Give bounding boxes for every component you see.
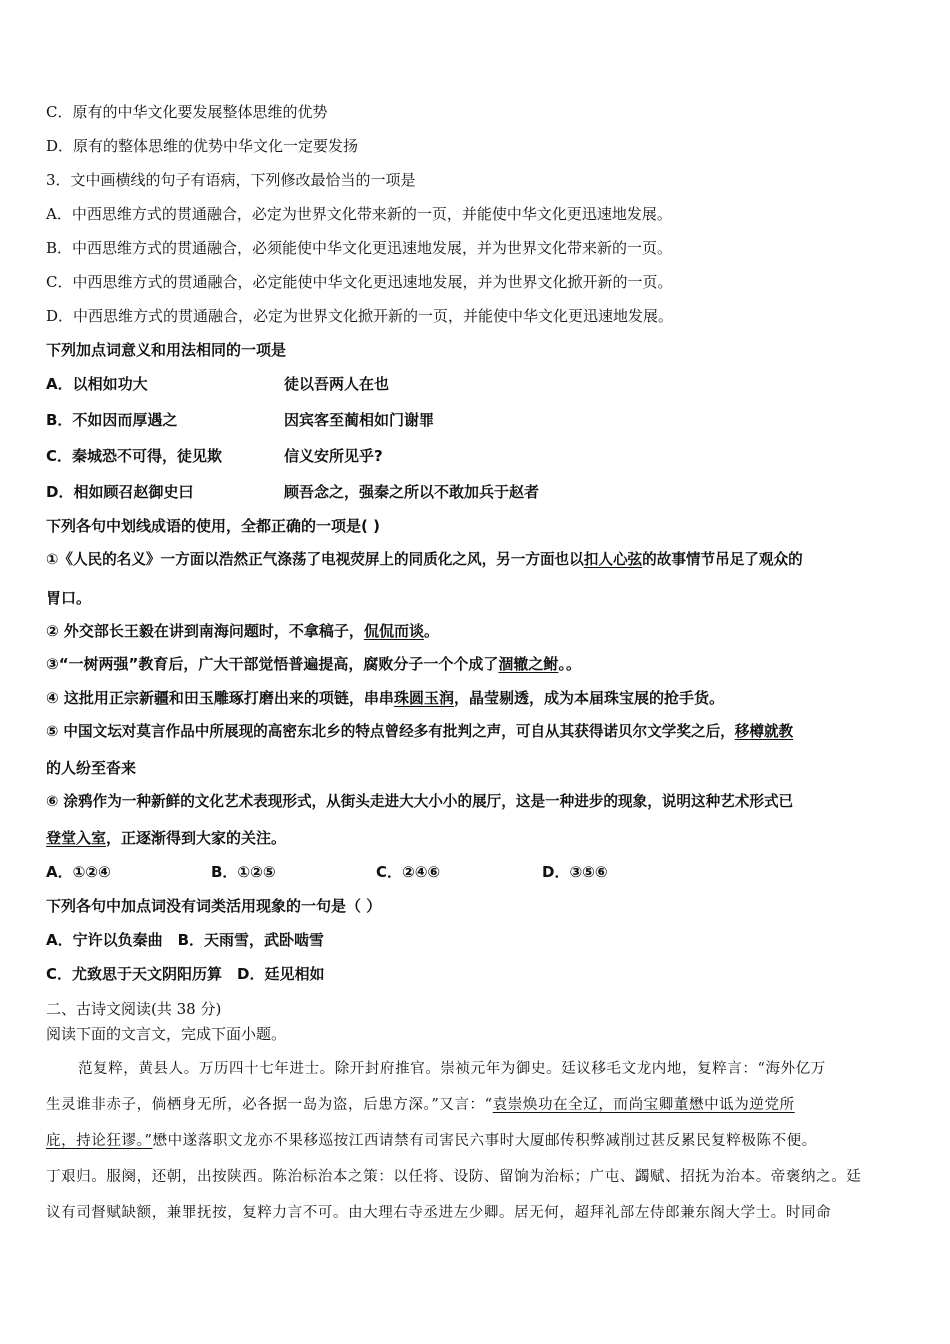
q4-stem: 下列加点词意义和用法相同的一项是 xyxy=(46,341,287,359)
classical-passage xyxy=(46,1051,906,1231)
passage-line-2 xyxy=(46,1087,906,1123)
q5-s3-text: ③“一树两强”教育后，广大干部觉悟普遍提高，腐败分子一个个成了 xyxy=(46,655,499,673)
passage-line-1: 范复粹，黄县人。万历四十七年进士。除开封府推官。崇祯元年为御史。廷议移毛文龙内地，复粹言：“海外亿万 xyxy=(78,1061,826,1077)
q2-option-d: D．原有的整体思维的优势中华文化一定要发扬 xyxy=(46,137,359,155)
q5-s4-text: ④ 这批用正宗新疆和田玉雕琢打磨出来的项链，串串 xyxy=(46,689,394,707)
reading-instruction: 阅读下面的文言文，完成下面小题。 xyxy=(46,1025,287,1043)
q5-options xyxy=(46,862,608,882)
q4-option-a-right: 徒以吾两人在也 xyxy=(284,375,390,393)
q5-s1-text: ①《人民的名义》一方面以浩然正气涤荡了电视荧屏上的同质化之风，另一方面也以 xyxy=(46,551,584,568)
q5-option-c: C．②④⑥ xyxy=(376,863,441,881)
q4-option-d-right: 顾吾念之，强秦之所以不敢加兵于赵者 xyxy=(284,483,540,501)
q5-s5-text: ⑤ 中国文坛对莫言作品中所展现的高密东北乡的特点曾经多有批判之声，可自从其获得诺贝尔文学奖之后， xyxy=(46,723,735,740)
q6-options-ab: A．宁许以负秦曲 B．天雨雪，武卧啮雪 xyxy=(46,931,325,949)
q4-option-d xyxy=(46,482,540,502)
q4-option-c-left: C．秦城恐不可得，徒见欺 xyxy=(46,447,223,465)
q6-options-cd: C．尤致思于天文阴阳历算 D．廷见相如 xyxy=(46,965,325,983)
q3-option-c: C．中西思维方式的贯通融合，必定能使中华文化更迅速地发展，并为世界文化掀开新的一页。 xyxy=(46,273,673,291)
q5-s2-text-end: 。 xyxy=(423,622,439,640)
q5-s1-continuation: 胃口。 xyxy=(46,589,92,607)
q3-stem: 3．文中画横线的句子有语病，下列修改最恰当的一项是 xyxy=(46,171,416,189)
section-title: 二、古诗文阅读(共 38 分) xyxy=(46,1000,222,1018)
q5-sentence-4 xyxy=(46,688,724,708)
q5-stem: 下列各句中划线成语的使用，全都正确的一项是( ) xyxy=(46,517,380,535)
q5-s1-idiom: 扣人心弦 xyxy=(583,551,643,568)
q5-s5-idiom: 移樽就教 xyxy=(734,723,794,740)
q4-option-b-left: B．不如因而厚遇之 xyxy=(46,411,178,429)
passage-line-2-text: 生灵谁非赤子，倘栖身无所，必各据一岛为盗，后患方深。”又言：“ xyxy=(46,1097,493,1113)
q4-option-b-right: 因宾客至蔺相如门谢罪 xyxy=(284,411,435,429)
q5-s6-continuation xyxy=(46,828,286,848)
q5-s4-text-end: ，晶莹剔透，成为本届珠宝展的抢手货。 xyxy=(453,689,724,707)
q5-s6-text-end: ，正逐渐得到大家的关注。 xyxy=(106,829,287,847)
q5-sentence-3 xyxy=(46,654,581,674)
q5-s6-idiom: 登堂入室 xyxy=(46,829,107,847)
q5-sentence-6: ⑥ 涂鸦作为一种新鲜的文化艺术表现形式，从街头走进大大小小的展厅，这是一种进步的现象，说明这种艺术形式已 xyxy=(46,793,794,810)
q4-option-a-left: A．以相如功大 xyxy=(46,375,148,393)
q5-sentence-5 xyxy=(46,722,793,742)
q4-option-c-right: 信义安所见乎? xyxy=(284,447,383,465)
q5-s4-idiom: 珠圆玉润 xyxy=(393,689,454,707)
passage-line-4: 丁艰归。服阕，还朝，出按陕西。陈治标治本之策：以任将、设防、留饷为治标；广屯、蠲赋、招抚为治本。帝褒纳之。廷 xyxy=(46,1169,862,1185)
q5-s2-text: ② 外交部长王毅在讲到南海问题时，不拿稿子， xyxy=(46,622,364,640)
q4-option-b xyxy=(46,410,435,430)
passage-line-3 xyxy=(46,1123,906,1159)
q5-option-a: A．①②④ xyxy=(46,863,111,881)
q5-option-d: D．③⑤⑥ xyxy=(542,863,608,881)
passage-line-5: 议有司督赋缺额，兼罪抚按，复粹力言不可。由大理右寺丞进左少卿。居无何，超拜礼部左侍郎兼东阁大学士。时同命 xyxy=(46,1205,832,1221)
q5-s3-idiom: 涸辙之鲋 xyxy=(498,655,559,673)
q3-option-d: D．中西思维方式的贯通融合，必定为世界文化掀开新的一页，并能使中华文化更迅速地发展。 xyxy=(46,307,674,325)
q3-option-b: B．中西思维方式的贯通融合，必须能使中华文化更迅速地发展，并为世界文化带来新的一页。 xyxy=(46,239,673,257)
q6-stem: 下列各句中加点词没有词类活用现象的一句是（ ） xyxy=(46,897,382,915)
q5-sentence-1 xyxy=(46,550,803,570)
q3-option-a: A．中西思维方式的贯通融合，必定为世界文化带来新的一页，并能使中华文化更迅速地发展。 xyxy=(46,205,672,223)
q5-s1-text-end: 的故事情节吊足了观众的 xyxy=(642,551,803,568)
q4-option-c xyxy=(46,446,383,466)
q5-s2-idiom: 侃侃而谈 xyxy=(363,622,424,640)
q5-sentence-2 xyxy=(46,621,439,641)
q5-option-b: B．①②⑤ xyxy=(211,863,276,881)
q5-s5-continuation: 的人纷至沓来 xyxy=(46,759,137,777)
passage-underlined-sentence-end: 庇，持论狂谬。” xyxy=(46,1133,153,1149)
q4-option-a xyxy=(46,374,390,394)
q4-option-d-left: D．相如顾召赵御史曰 xyxy=(46,483,194,501)
q2-option-c: C．原有的中华文化要发展整体思维的优势 xyxy=(46,103,328,121)
passage-line-3-text: 懋中遂落职文龙亦不果移巡按江西请禁有司害民六事时大厦邮传积弊减削过甚反累民复粹极陈不便。 xyxy=(152,1133,817,1149)
q5-s3-text-end: 。。 xyxy=(558,655,581,673)
passage-underlined-sentence: 袁崇焕功在全辽，而尚宝卿董懋中诋为逆党所 xyxy=(492,1097,795,1113)
